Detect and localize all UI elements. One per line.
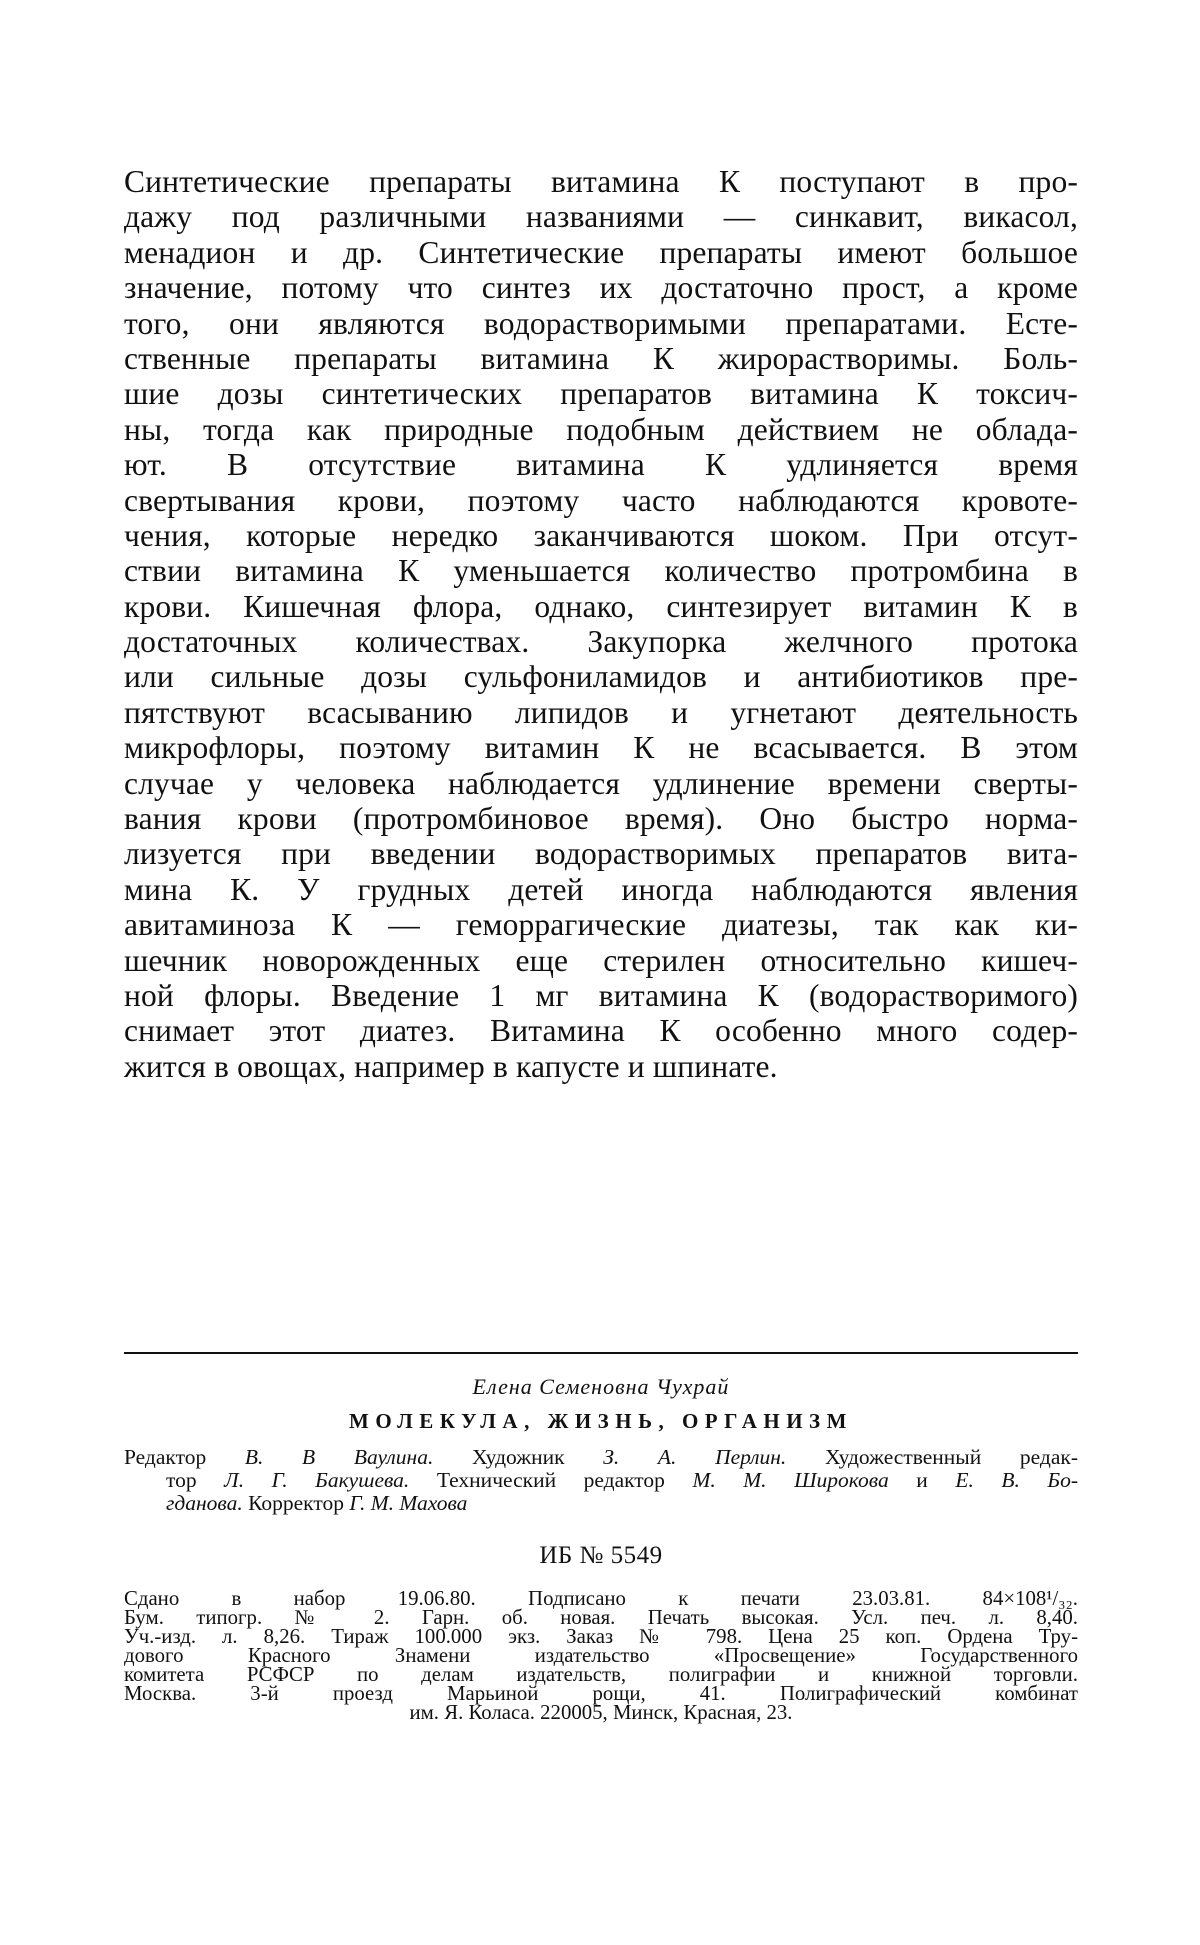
- text-line: крови. Кишечная флора, однако, синтезирует витамин К в: [124, 589, 1078, 624]
- text-line: случае у человека наблюдается удлинение времени сверты-: [124, 766, 1078, 801]
- text-line: Синтетические препараты витамина К поступают в про-: [124, 164, 1078, 199]
- text-line: достаточных количествах. Закупорка желчного протока: [124, 624, 1078, 659]
- author-name: Елена Семеновна Чухрай: [124, 1372, 1078, 1402]
- tech-editor-name: М. М. Широкова: [692, 1468, 888, 1492]
- text-line: жится в овощах, например в капусте и шпинате.: [124, 1049, 1078, 1084]
- text-line: значение, потому что синтез их достаточно прост, а кроме: [124, 270, 1078, 305]
- credits-line: [124, 1446, 1078, 1469]
- text-line: того, они являются водорастворимыми препаратами. Есте-: [124, 306, 1078, 341]
- text-line: ственные препараты витамина К жирорастворимы. Боль-: [124, 341, 1078, 376]
- text-line: дажу под различными названиями — синкавит, викасол,: [124, 199, 1078, 234]
- text-line: авитаминоза К — геморрагические диатезы, так как ки-: [124, 907, 1078, 942]
- artist-name: З. А. Перлин.: [603, 1445, 786, 1469]
- text-line: лизуется при введении водорастворимых препаратов вита-: [124, 836, 1078, 871]
- publishing-line: дового Красного Знамени издательство «Просвещение» Государственного: [124, 1646, 1078, 1665]
- body-paragraph: [124, 164, 1078, 1084]
- artist-label: Художник: [433, 1445, 603, 1469]
- art-editor-label: Художественный редак-: [786, 1445, 1078, 1469]
- text-line: ствии витамина К уменьшается количество протромбина в: [124, 553, 1078, 588]
- text-line: чения, которые нередко заканчиваются шоком. При отсут-: [124, 518, 1078, 553]
- text-line: свертывания крови, поэтому часто наблюдаются кровоте-: [124, 483, 1078, 518]
- divider-rule: [124, 1352, 1078, 1354]
- book-page: [0, 0, 1200, 1945]
- text-line: вания крови (протромбиновое время). Оно быстро норма-: [124, 801, 1078, 836]
- credits-line: [124, 1469, 1078, 1492]
- corrector-name: Г. М. Махова: [349, 1491, 467, 1515]
- ib-number: ИБ № 5549: [124, 1541, 1078, 1571]
- tech-editor-name-2-cont: гданова.: [166, 1491, 243, 1515]
- text-line: мина К. У грудных детей иногда наблюдаются явления: [124, 872, 1078, 907]
- conjunction: и: [889, 1468, 956, 1492]
- editor-name: В. В Ваулина.: [245, 1445, 433, 1469]
- publishing-line: Уч.-изд. л. 8,26. Тираж 100.000 экз. Заказ № 798. Цена 25 коп. Ордена Тру-: [124, 1627, 1078, 1646]
- publishing-line: Бум. типогр. № 2. Гарн. об. новая. Печать высокая. Усл. печ. л. 8,40.: [124, 1608, 1078, 1627]
- publishing-info: [124, 1589, 1078, 1722]
- text-line: ют. В отсутствие витамина К удлиняется время: [124, 447, 1078, 482]
- text-line: снимает этот диатез. Витамина К особенно много содер-: [124, 1013, 1078, 1048]
- publishing-line: Москва. 3-й проезд Марьиной рощи, 41. Полиграфический комбинат: [124, 1684, 1078, 1703]
- text-line: ны, тогда как природные подобным действием не облада-: [124, 412, 1078, 447]
- book-title: МОЛЕКУЛА, ЖИЗНЬ, ОРГАНИЗМ: [124, 1406, 1078, 1436]
- art-editor-label-cont: тор: [166, 1468, 224, 1492]
- art-editor-name: Л. Г. Бакушева.: [224, 1468, 409, 1492]
- editor-label: Редактор: [124, 1445, 245, 1469]
- credits-line: [124, 1492, 1078, 1515]
- corrector-label: Корректор: [243, 1491, 350, 1515]
- text-line: менадион и др. Синтетические препараты имеют большое: [124, 235, 1078, 270]
- colophon: [124, 1370, 1078, 1722]
- text-line: шие дозы синтетических препаратов витамина К токсич-: [124, 376, 1078, 411]
- text-line: шечник новорожденных еще стерилен относительно кишеч-: [124, 943, 1078, 978]
- publishing-line: Сдано в набор 19.06.80. Подписано к печати 23.03.81. 84×108¹/₃₂.: [124, 1589, 1078, 1608]
- text-line: или сильные дозы сульфониламидов и антибиотиков пре-: [124, 659, 1078, 694]
- credits-block: [124, 1446, 1078, 1515]
- text-line: пятствуют всасыванию липидов и угнетают деятельность: [124, 695, 1078, 730]
- publishing-line: комитета РСФСР по делам издательств, полиграфии и книжной торговли.: [124, 1665, 1078, 1684]
- text-line: микрофлоры, поэтому витамин К не всасывается. В этом: [124, 730, 1078, 765]
- text-line: ной флоры. Введение 1 мг витамина К (водорастворимого): [124, 978, 1078, 1013]
- tech-editor-label: Технический редактор: [409, 1468, 692, 1492]
- publishing-line: им. Я. Коласа. 220005, Минск, Красная, 23.: [124, 1703, 1078, 1722]
- tech-editor-name-2: Е. В. Бо-: [955, 1468, 1078, 1492]
